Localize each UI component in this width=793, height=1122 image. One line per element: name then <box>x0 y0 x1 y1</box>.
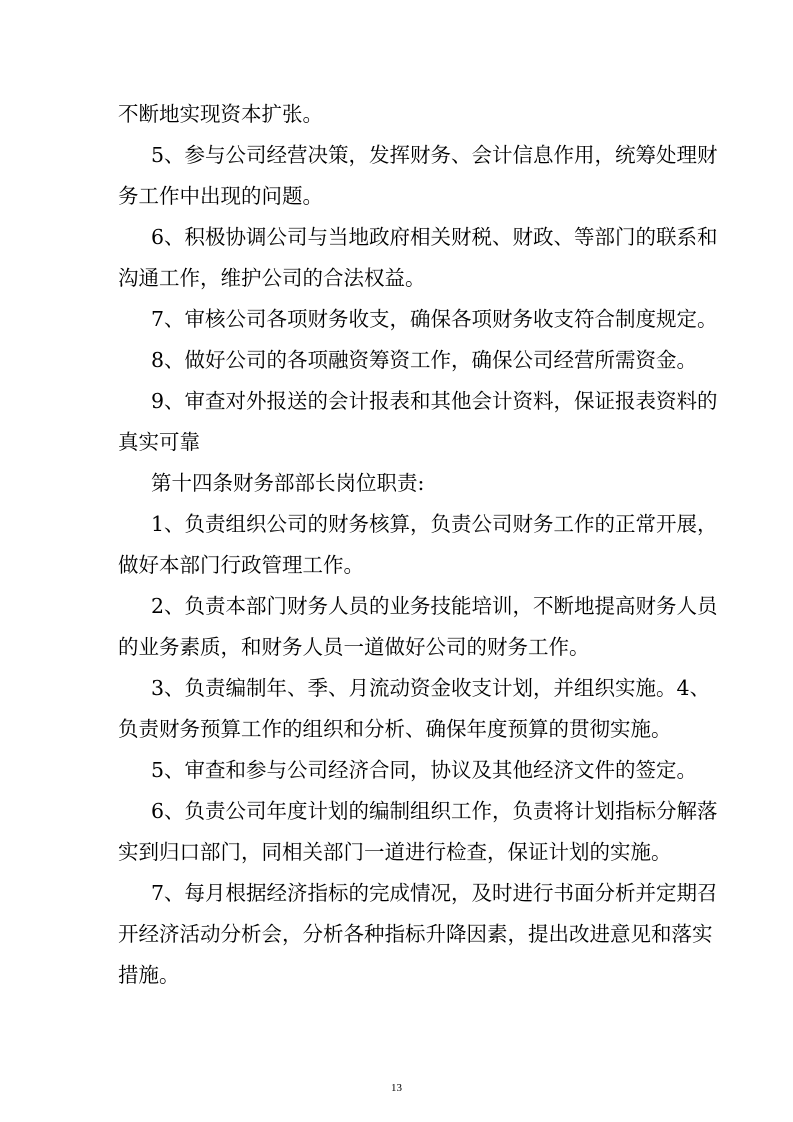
paragraph <box>118 217 718 299</box>
paragraph <box>118 668 711 750</box>
paragraph <box>118 791 718 873</box>
text-line: 第十四条财务部部长岗位职责: <box>151 471 425 495</box>
text-line: 9、审查对外报送的会计报表和其他会计资料，保证报表资料的 <box>151 389 718 413</box>
text-line: 7、审核公司各项财务收支，确保各项财务收支符合制度规定。 <box>151 307 718 331</box>
text-line: 1、负责组织公司的财务核算，负责公司财务工作的正常开展， <box>151 512 718 536</box>
text-line: 3、负责编制年、季、月流动资金收支计划，并组织实施。4、 <box>151 676 711 700</box>
text-line: 措施。 <box>118 963 180 987</box>
text-line: 6、负责公司年度计划的编制组织工作，负责将计划指标分解落 <box>151 799 718 823</box>
paragraph <box>118 340 698 381</box>
paragraph <box>118 135 718 217</box>
text-line: 负责财务预算工作的组织和分析、确保年度预算的贯彻实施。 <box>118 717 672 741</box>
paragraph <box>118 504 718 586</box>
paragraph <box>118 586 718 668</box>
text-line: 实到归口部门，同相关部门一道进行检查，保证计划的实施。 <box>118 840 672 864</box>
text-line: 开经济活动分析会，分析各种指标升降因素，提出改进意见和落实 <box>118 922 713 946</box>
text-line: 务工作中出现的问题。 <box>118 184 323 208</box>
paragraph <box>118 381 718 463</box>
paragraph <box>118 463 676 504</box>
page-number: 13 <box>391 1082 402 1094</box>
text-line: 做好本部门行政管理工作。 <box>118 553 364 577</box>
text-line: 5、参与公司经营决策，发挥财务、会计信息作用，统筹处理财 <box>151 143 718 167</box>
document-body <box>118 94 718 996</box>
paragraph <box>118 94 676 135</box>
paragraph <box>118 750 698 791</box>
text-line: 5、审查和参与公司经济合同，协议及其他经济文件的签定。 <box>151 758 698 782</box>
text-line: 不断地实现资本扩张。 <box>118 102 323 126</box>
paragraph <box>118 299 718 340</box>
text-line: 8、做好公司的各项融资筹资工作，确保公司经营所需资金。 <box>151 348 698 372</box>
text-line: 2、负责本部门财务人员的业务技能培训，不断地提高财务人员 <box>151 594 718 618</box>
text-line: 7、每月根据经济指标的完成情况，及时进行书面分析并定期召 <box>151 881 718 905</box>
text-line: 的业务素质，和财务人员一道做好公司的财务工作。 <box>118 635 590 659</box>
paragraph <box>118 873 718 996</box>
text-line: 6、积极协调公司与当地政府相关财税、财政、等部门的联系和 <box>151 225 718 249</box>
text-line: 真实可靠 <box>118 430 200 454</box>
text-line: 沟通工作，维护公司的合法权益。 <box>118 266 426 290</box>
